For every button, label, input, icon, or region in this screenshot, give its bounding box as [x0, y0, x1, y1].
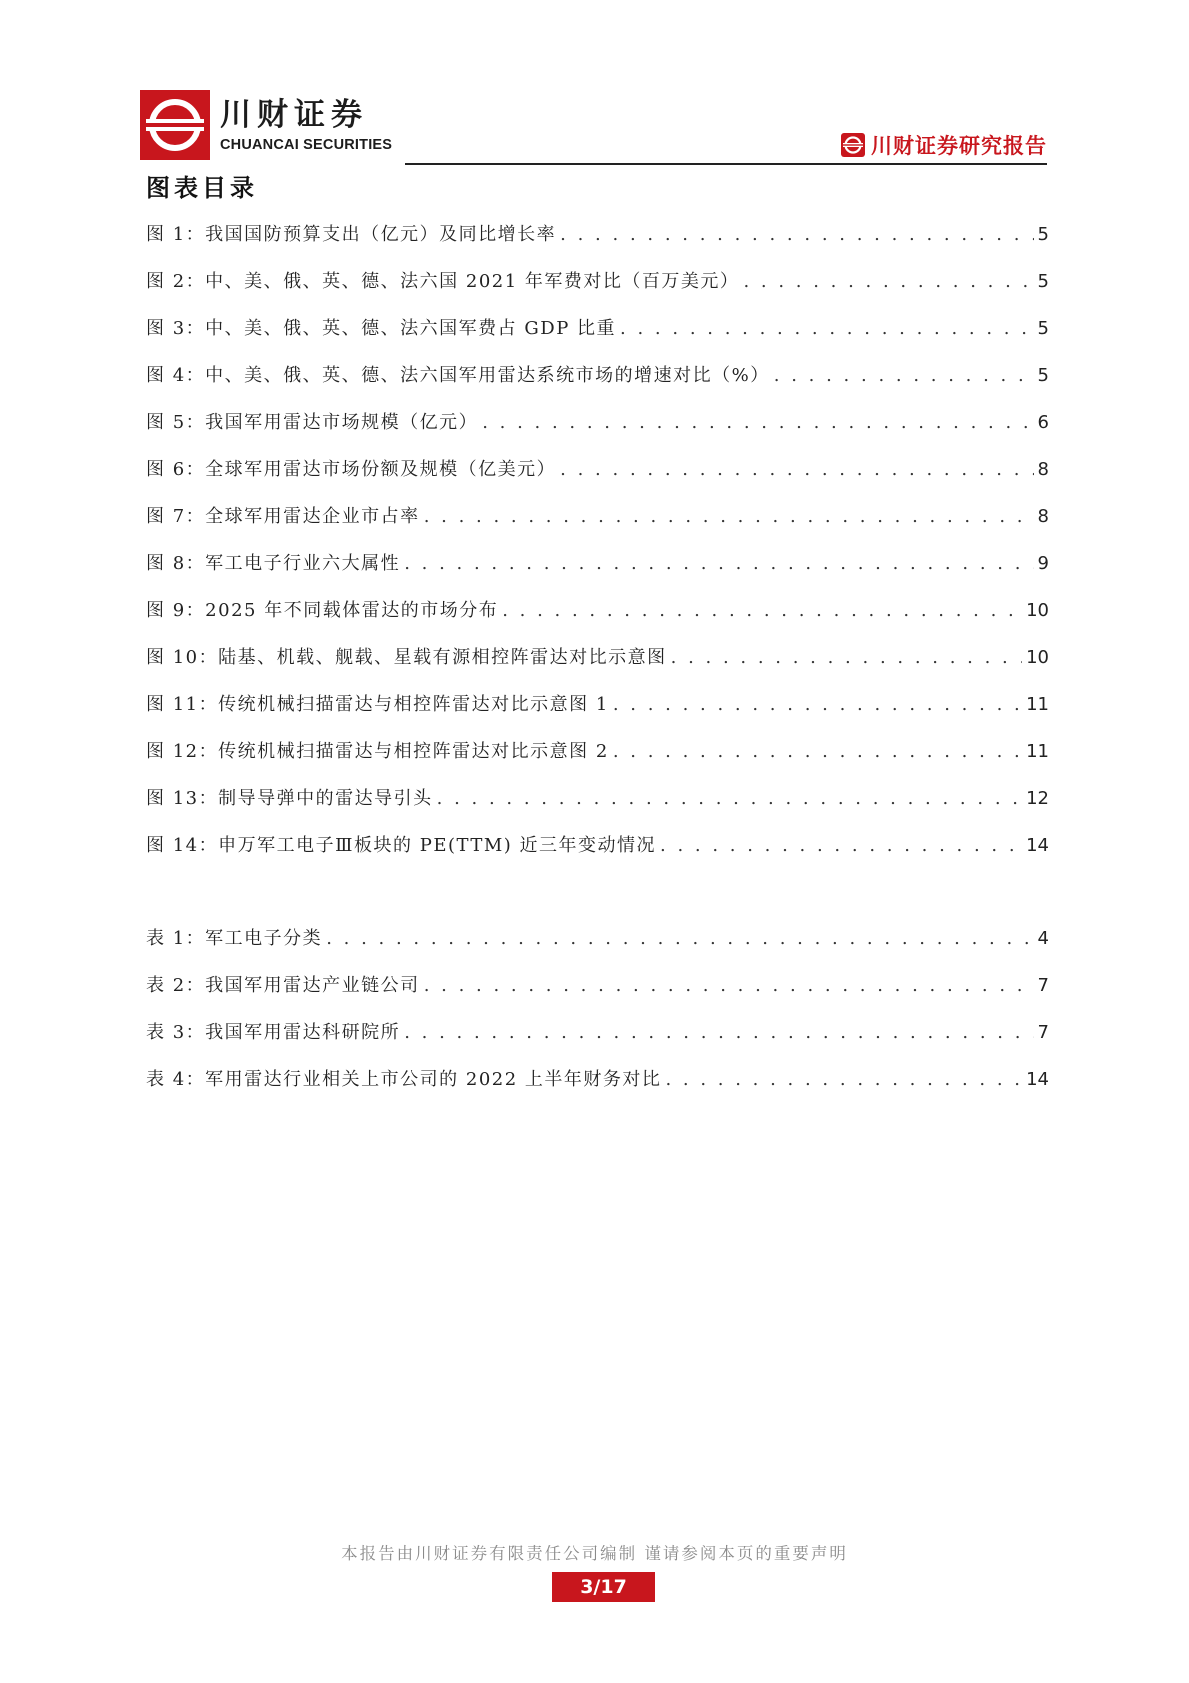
toc-entry-page: 5 [1037, 224, 1049, 245]
toc-leader-dots [404, 1022, 1033, 1043]
toc-entry[interactable] [146, 596, 1049, 643]
toc-entry[interactable] [146, 737, 1049, 784]
toc-leader-dots [404, 553, 1033, 574]
toc-entry-page: 6 [1037, 412, 1049, 433]
toc-entry-label: 图 1：我国国防预算支出（亿元）及同比增长率 [146, 224, 557, 245]
toc-entry-label: 图 10：陆基、机载、舰载、星载有源相控阵雷达对比示意图 [146, 647, 667, 668]
toc-leader-dots [424, 975, 1034, 996]
toc-entry-page: 14 [1026, 835, 1049, 856]
table-list [146, 924, 1049, 1112]
toc-entry-label: 图 6：全球军用雷达市场份额及规模（亿美元） [146, 459, 557, 480]
toc-entry[interactable] [146, 831, 1049, 878]
toc-entry-label: 表 2：我国军用雷达产业链公司 [146, 975, 420, 996]
toc-leader-dots [613, 694, 1022, 715]
toc-entry-label: 图 13：制导导弹中的雷达导引头 [146, 788, 433, 809]
toc-title: 图表目录 [146, 174, 258, 202]
toc-entry[interactable] [146, 220, 1049, 267]
toc-entry[interactable] [146, 1065, 1049, 1112]
page-number-badge: 3/17 [552, 1572, 655, 1602]
toc-entry-page: 5 [1037, 271, 1049, 292]
header-divider [405, 163, 1047, 165]
toc-entry-label: 图 11：传统机械扫描雷达与相控阵雷达对比示意图 1 [146, 694, 609, 715]
brand-name-cn: 川财证券 [220, 97, 368, 133]
toc-leader-dots [665, 1069, 1022, 1090]
toc-leader-dots [437, 788, 1022, 809]
toc-entry-page: 4 [1037, 928, 1049, 949]
toc-entry-label: 图 3：中、美、俄、英、德、法六国军费占 GDP 比重 [146, 318, 617, 339]
toc-entry[interactable] [146, 455, 1049, 502]
report-label-text: 川财证券研究报告 [871, 133, 1047, 158]
toc-entry-page: 8 [1037, 506, 1049, 527]
chuancai-small-logo-icon [841, 133, 865, 157]
toc-entry-label: 图 4：中、美、俄、英、德、法六国军用雷达系统市场的增速对比（%） [146, 365, 770, 386]
footer-disclaimer: 本报告由川财证券有限责任公司编制 谨请参阅本页的重要声明 [341, 1544, 848, 1563]
figure-list [146, 220, 1049, 878]
toc-entry-page: 11 [1026, 694, 1049, 715]
toc-entry-label: 图 8：军工电子行业六大属性 [146, 553, 401, 574]
toc-leader-dots [613, 741, 1022, 762]
toc-entry[interactable] [146, 1018, 1049, 1065]
toc-leader-dots [660, 835, 1022, 856]
toc-entry-page: 11 [1026, 741, 1049, 762]
toc-leader-dots [424, 506, 1034, 527]
brand-name-en: CHUANCAI SECURITIES [220, 137, 393, 153]
chuancai-logo-icon [140, 90, 210, 160]
toc-entry-page: 14 [1026, 1069, 1049, 1090]
toc-entry-page: 5 [1037, 365, 1049, 386]
toc-entry-label: 图 12：传统机械扫描雷达与相控阵雷达对比示意图 2 [146, 741, 609, 762]
toc-leader-dots [560, 459, 1033, 480]
toc-entry[interactable] [146, 361, 1049, 408]
toc-entry-page: 10 [1026, 600, 1049, 621]
toc-entry[interactable] [146, 643, 1049, 690]
toc-leader-dots [502, 600, 1022, 621]
toc-entry-label: 表 1：军工电子分类 [146, 928, 323, 949]
toc-entry-page: 5 [1037, 318, 1049, 339]
toc-entry-page: 7 [1037, 1022, 1049, 1043]
toc-entry-page: 12 [1026, 788, 1049, 809]
toc-leader-dots [560, 224, 1033, 245]
toc-leader-dots [482, 412, 1033, 433]
toc-entry-page: 8 [1037, 459, 1049, 480]
toc-entry-label: 图 5：我国军用雷达市场规模（亿元） [146, 412, 479, 433]
toc-leader-dots [774, 365, 1034, 386]
toc-entry-page: 10 [1026, 647, 1049, 668]
toc-entry[interactable] [146, 267, 1049, 314]
toc-entry[interactable] [146, 971, 1049, 1018]
toc-entry-label: 图 14：申万军工电子Ⅲ板块的 PE(TTM) 近三年变动情况 [146, 835, 656, 856]
toc-entry[interactable] [146, 549, 1049, 596]
toc-entry-page: 9 [1037, 553, 1049, 574]
toc-leader-dots [671, 647, 1022, 668]
toc-entry-label: 图 9：2025 年不同载体雷达的市场分布 [146, 600, 499, 621]
toc-entry[interactable] [146, 924, 1049, 971]
toc-entry[interactable] [146, 784, 1049, 831]
toc-entry[interactable] [146, 314, 1049, 361]
toc-entry-label: 表 4：军用雷达行业相关上市公司的 2022 上半年财务对比 [146, 1069, 662, 1090]
toc-leader-dots [326, 928, 1033, 949]
toc-entry-label: 表 3：我国军用雷达科研院所 [146, 1022, 401, 1043]
company-logo [140, 90, 392, 160]
toc-entry[interactable] [146, 502, 1049, 549]
toc-entry-label: 图 2：中、美、俄、英、德、法六国 2021 年军费对比（百万美元） [146, 271, 740, 292]
toc-leader-dots [620, 318, 1034, 339]
toc-entry-page: 7 [1037, 975, 1049, 996]
toc-entry[interactable] [146, 690, 1049, 737]
toc-entry-label: 图 7：全球军用雷达企业市占率 [146, 506, 420, 527]
toc-entry[interactable] [146, 408, 1049, 455]
report-label [841, 130, 1047, 160]
toc-leader-dots [743, 271, 1033, 292]
